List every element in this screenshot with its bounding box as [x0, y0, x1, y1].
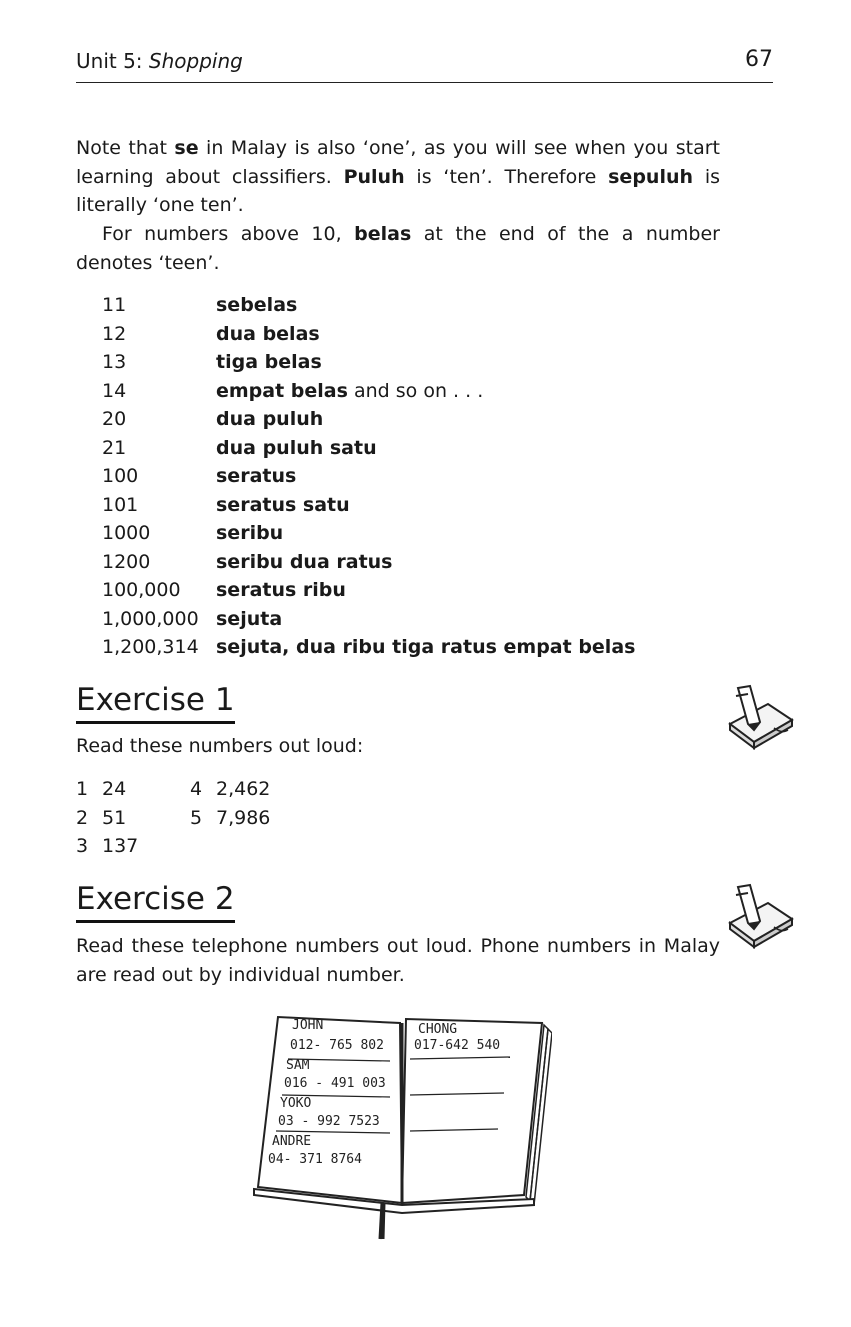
numeral: 100	[102, 465, 139, 487]
number-row	[102, 291, 635, 320]
number-row	[102, 633, 635, 662]
numeral: 21	[102, 436, 127, 459]
number-row	[102, 491, 635, 520]
malay-word: seribu	[216, 522, 284, 544]
exercise-row	[76, 804, 304, 833]
exercise-1-instruction: Read these numbers out loud:	[76, 735, 364, 757]
contact-name: YOKO	[280, 1096, 312, 1111]
numeral: 11	[102, 294, 127, 316]
contact-phone: 012- 765 802	[290, 1038, 384, 1053]
exercise-row	[76, 775, 304, 804]
contact-phone: 017-642 540	[414, 1038, 501, 1053]
item-value: 2,462	[216, 778, 271, 800]
contact-phone: 016 - 491 003	[284, 1076, 386, 1091]
note-text: and so on . . .	[347, 379, 484, 402]
contact-name: SAM	[286, 1058, 310, 1073]
numeral: 100,000	[102, 579, 181, 601]
contact-phone: 03 - 992 7523	[278, 1114, 380, 1129]
numeral: 1,200,314	[102, 636, 199, 658]
bold-term: se	[174, 137, 199, 159]
address-book-illustration	[252, 1003, 552, 1243]
number-row	[102, 605, 635, 634]
number-row	[102, 320, 635, 349]
numeral: 13	[102, 351, 127, 373]
contact-name: ANDRE	[272, 1134, 312, 1149]
item-number: 4	[190, 778, 203, 800]
numeral: 1,000,000	[102, 607, 199, 630]
numeral: 1000	[102, 522, 151, 544]
item-number: 3	[76, 835, 89, 857]
number-row	[102, 405, 635, 434]
number-row	[102, 462, 635, 491]
text-run: at the end of the a number denotes ‘teen’.	[76, 223, 720, 274]
malay-word: sebelas	[216, 294, 298, 316]
number-row	[102, 576, 635, 605]
running-header	[76, 44, 773, 83]
pencil-notepad-icon	[724, 684, 796, 760]
exercise-1-list	[76, 775, 304, 861]
bold-term: belas	[354, 223, 412, 245]
contact-name: CHONG	[418, 1022, 458, 1037]
number-table	[102, 291, 635, 662]
number-row	[102, 434, 635, 463]
intro-paragraph-2	[76, 220, 720, 277]
number-row	[102, 548, 635, 577]
malay-word: empat belas	[216, 379, 348, 402]
number-row	[102, 519, 635, 548]
bold-term: sepuluh	[608, 165, 694, 188]
numeral: 12	[102, 322, 127, 345]
text-run: in Malay is also ‘one’, as you will see when you start learning about classifiers.	[76, 137, 720, 188]
pencil-notepad-icon	[724, 883, 796, 959]
unit-prefix: Unit 5:	[76, 49, 149, 73]
malay-word: dua puluh	[216, 408, 324, 430]
malay-word: seratus ribu	[216, 579, 346, 601]
malay-word: seratus	[216, 465, 297, 487]
intro-paragraph-1	[76, 134, 720, 220]
malay-word: seribu dua ratus	[216, 550, 393, 573]
exercise-2-title: Exercise 2	[76, 880, 235, 923]
numeral: 101	[102, 493, 139, 516]
text-run: Note that	[76, 137, 175, 159]
numeral: 1200	[102, 550, 151, 573]
bold-term: Puluh	[343, 165, 405, 188]
malay-word: dua belas	[216, 322, 320, 345]
malay-word: seratus satu	[216, 493, 350, 516]
item-value: 137	[102, 835, 139, 857]
number-row	[102, 348, 635, 377]
malay-word: dua puluh satu	[216, 436, 377, 459]
item-value: 7,986	[216, 806, 271, 829]
contact-name: JOHN	[292, 1018, 324, 1033]
malay-word: sejuta	[216, 607, 283, 630]
item-number: 2	[76, 806, 89, 829]
numeral: 14	[102, 379, 127, 402]
text-run: is literally ‘one ten’.	[76, 165, 720, 216]
unit-title: Shopping	[148, 49, 243, 73]
text-run: For numbers above 10,	[102, 223, 355, 245]
contact-phone: 04- 371 8764	[268, 1152, 362, 1167]
text-run: is ‘ten’. Therefore	[404, 165, 609, 188]
malay-word: tiga belas	[216, 351, 322, 373]
exercise-2-instruction: Read these telephone numbers out loud. Phone numbers in Malay are read out by individual number.	[76, 935, 720, 986]
exercise-1-title: Exercise 1	[76, 681, 235, 724]
item-number: 5	[190, 806, 203, 829]
unit-label	[76, 49, 243, 73]
number-row	[102, 377, 635, 406]
exercise-row	[76, 832, 304, 861]
numeral: 20	[102, 408, 127, 430]
item-value: 24	[102, 778, 127, 800]
item-value: 51	[102, 806, 127, 829]
page-number: 67	[745, 47, 773, 72]
malay-word: sejuta, dua ribu tiga ratus empat belas	[216, 636, 636, 658]
item-number: 1	[76, 778, 89, 800]
